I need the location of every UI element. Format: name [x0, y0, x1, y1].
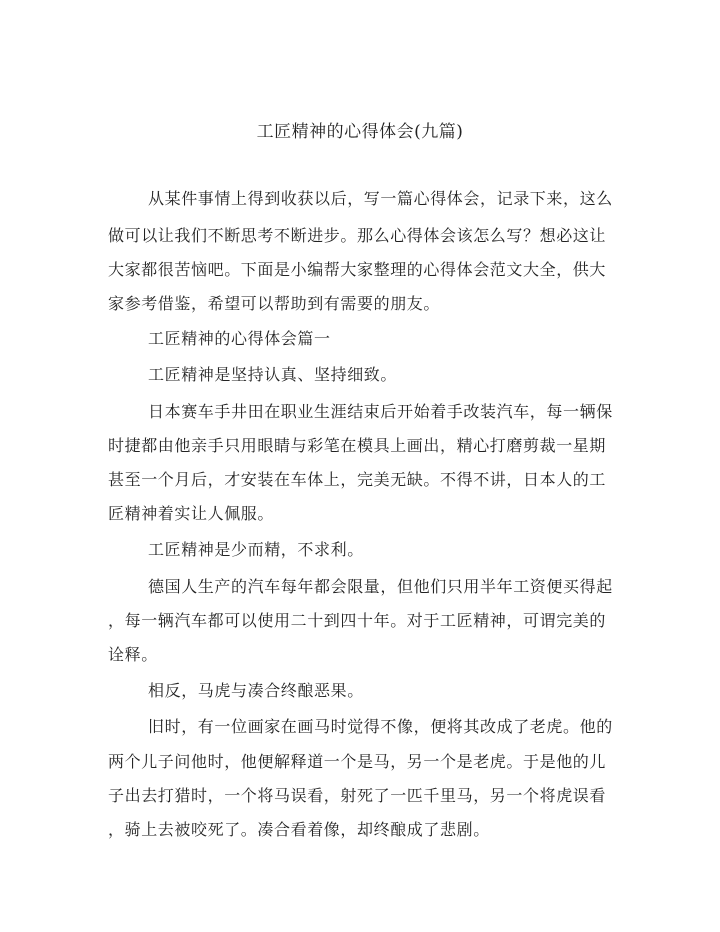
paragraph-line: 日本赛车手井田在职业生涯结束后开始着手改装汽车，每一辆保	[148, 402, 613, 421]
paragraph-line: 大家都很苦恼吧。下面是小编帮大家整理的心得体会范文大全，供大	[108, 260, 607, 279]
paragraph-line: ，每一辆汽车都可以使用二十到四十年。对于工匠精神，可谓完美的	[108, 611, 607, 630]
document-title: 工匠精神的心得体会(九篇)	[256, 122, 464, 142]
paragraph-line: 诠释。	[108, 645, 158, 664]
paragraph-line: 工匠精神是坚持认真、坚持细致。	[148, 365, 398, 384]
paragraph-line: 匠精神着实让人佩服。	[108, 504, 275, 523]
paragraph-line: 从某件事情上得到收获以后，写一篇心得体会，记录下来，这么	[148, 189, 613, 208]
paragraph-line: 家参考借鉴，希望可以帮助到有需要的朋友。	[108, 294, 441, 313]
paragraph-line: 做可以让我们不断思考不断进步。那么心得体会该怎么写？想必这让	[108, 226, 607, 245]
paragraph-line: 两个儿子问他时，他便解释道一个是马，另一个是老虎。于是他的儿	[108, 752, 607, 771]
paragraph-line: 相反，马虎与凑合终酿恶果。	[148, 681, 364, 700]
paragraph-line: 德国人生产的汽车每年都会限量，但他们只用半年工资便买得起	[148, 577, 613, 596]
paragraph-line: ，骑上去被咬死了。凑合看着像，却终酿成了悲剧。	[108, 820, 490, 839]
paragraph-line: 工匠精神是少而精，不求利。	[148, 540, 364, 559]
paragraph-line: 甚至一个月后，才安装在车体上，完美无缺。不得不讲，日本人的工	[108, 470, 607, 489]
paragraph-line: 子出去打猎时，一个将马误看，射死了一匹千里马，另一个将虎误看	[108, 786, 607, 805]
section-heading: 工匠精神的心得体会篇一	[148, 329, 331, 348]
paragraph-line: 时捷都由他亲手只用眼睛与彩笔在模具上画出，精心打磨剪裁一星期	[108, 436, 607, 455]
paragraph-line: 旧时，有一位画家在画马时觉得不像，便将其改成了老虎。他的	[148, 717, 613, 736]
